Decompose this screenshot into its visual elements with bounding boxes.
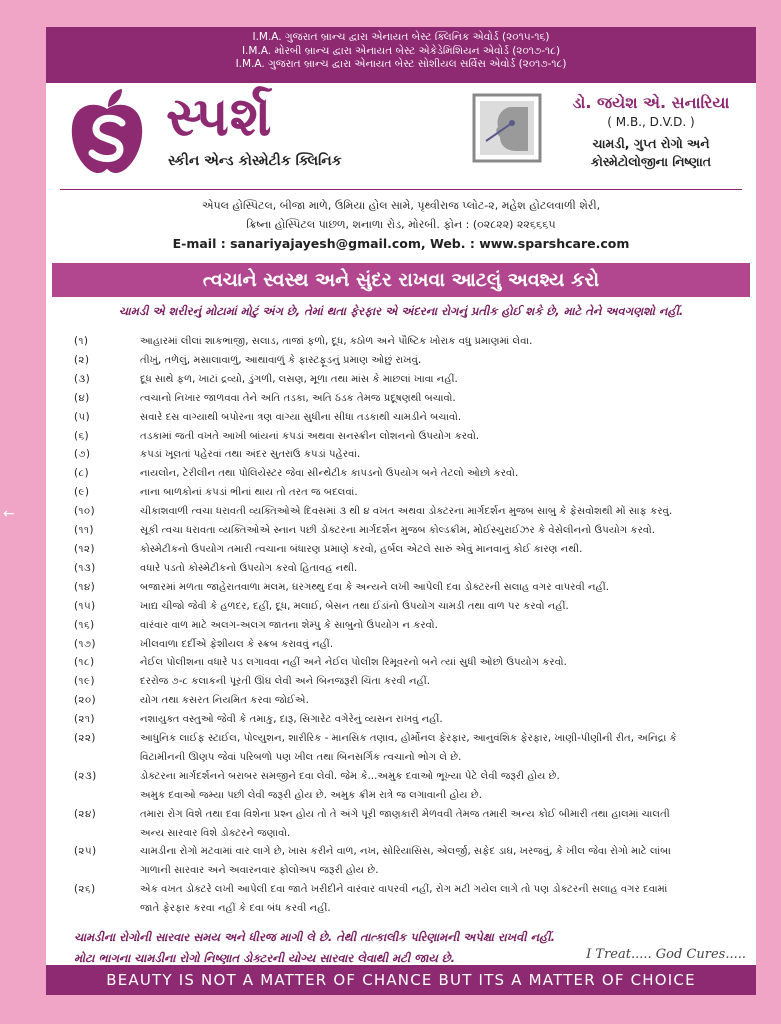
tip-item xyxy=(74,881,734,919)
tip-number: (૨૬) xyxy=(74,884,96,896)
tip-text-line: દૂધ સાથે ફળ, ખાટાં દ્રવ્યો, ડુંગળી, લસણ, મૂળા તથા માંસ કે માછલાં ખાવા નહીં. xyxy=(140,373,458,385)
brand-name: સ્પર્શ xyxy=(166,85,273,148)
specialty-line: કોસ્મેટોલોજીના નિષ્ણાત xyxy=(590,154,712,169)
tip-text-line: નશાયુક્ત વસ્તુઓ જેવી કે તમાકુ, દારૂ, સિગારેટ વગેરેનું વ્યસન રાખવું નહીં. xyxy=(140,714,443,726)
tip-item xyxy=(74,806,734,844)
closing-line: ચામડીના રોગોની સારવાર સમય અને ધીરજ માગી લે છે. તેથી તાત્કાલીક પરિણામની અપેક્ષા રાખવી નહીં. xyxy=(74,930,555,945)
tip-text xyxy=(140,636,734,655)
tip-text-line: ખીલવાળા દર્દીએ ફેશીયલ કે સ્ક્રબ કરાવવું નહીં. xyxy=(140,638,334,650)
tip-text-line: અમુક દવાઓ જમ્યા પછી લેવી જરૂરી હોય છે. અમુક ક્રીમ રાત્રે જ લગાવાની હોય છે. xyxy=(140,789,482,801)
tip-item xyxy=(74,390,734,409)
tip-item xyxy=(74,843,734,881)
tip-text-line: નેઈલ પોલીશના વધારે પડ લગાવવા નહીં અને નેઈલ પોલીશ રિમૂવરનો બને ત્યાં સુધી ઓછો ઉપયોગ કરવો. xyxy=(140,657,567,669)
tip-text-line: ગાળાની સારવાર અને અવારનવાર ફોલોઅપ જરૂરી હોય છે. xyxy=(140,865,379,877)
tip-item xyxy=(74,654,734,673)
tip-text-line: વારંવાર વાળ માટે અલગ-અલગ જાતના શેમ્પુ કે સાબુનો ઉપયોગ ન કરવો. xyxy=(140,619,438,631)
tip-item xyxy=(74,371,734,390)
tip-number: (૧૧) xyxy=(74,525,94,537)
tip-text-line: ત્વચાનો નિખાર જાળવવા તેને અતિ તડકા, અતિ ઠંડક તેમજ પ્રદૂષણથી બચાવો. xyxy=(140,392,456,404)
tip-text-line: વિટામીનની ઊણપ જેવાં પરિબળો પણ ખીલ તથા બિનસર્ગિક ત્વચાનો ભોગ લે છે. xyxy=(140,751,462,763)
tip-number: (૬) xyxy=(74,430,90,442)
tip-text-line: યોગ તથા કસરત નિયમિત કરવા જોઈએ. xyxy=(140,695,309,707)
tip-text-line: બજારમાં મળતા જાહેરાતવાળા મલમ, ઘરગથ્થુ દવા કે અન્યને લખી આપેલી દવા ડોક્ટરની સલાહ વગર વાપરવી નહીં. xyxy=(140,581,610,593)
tip-text xyxy=(140,598,734,617)
tip-text xyxy=(140,579,734,598)
tip-text xyxy=(140,560,734,579)
tip-number: (૩) xyxy=(74,373,91,385)
tip-text-line: એક વખત ડોક્ટરે લખી આપેલી દવા જાતે ખરીદીને વારંવાર વાપરવી નહીં, રોગ મટી ગયેલ લાગે તો પણ ડોક્ટરની સલાહ વગર દવામાં xyxy=(140,884,668,896)
tip-number: (૨૫) xyxy=(74,846,97,858)
tip-text-line: ચામડીના રોગો મટવામાં વાર લાગે છે, ખાસ કરીને વાળ, નખ, સોરિયાસિસ, એલર્જી, સફેદ ડાઘ, ખરજવું, કે ખીલ જેવા રોગો માટે લાંબા xyxy=(140,846,671,858)
tip-item xyxy=(74,636,734,655)
address-block xyxy=(60,189,742,255)
tip-text xyxy=(140,465,734,484)
doctor-name: ડો. જયેશ એ. સનારિયા xyxy=(572,93,730,112)
tip-number: (૧૭) xyxy=(74,638,97,650)
tip-number: (૧) xyxy=(74,336,89,347)
tip-text-line: દરરોજ ૭-૮ કલાકની પૂરતી ઊંઘ લેવી અને બિનજરૂરી ચિંતા કરવી નહીં. xyxy=(140,676,430,688)
tip-item xyxy=(74,598,734,617)
tip-number: (૧૫) xyxy=(74,600,96,612)
tip-number: (૧૨) xyxy=(74,543,95,555)
tip-number: (૫) xyxy=(74,411,91,423)
tip-item xyxy=(74,579,734,598)
specialty-line: ચામડી, ગુપ્ત રોગો અને xyxy=(592,136,710,151)
tip-item xyxy=(74,692,734,711)
tip-text-line: તીખું, તળેલું, મસાલાવાળું, આથાવાળું કે ફાસ્ટફૂડનું પ્રમાણ ઓછું રાખવું. xyxy=(140,354,422,366)
tip-number: (૨૨) xyxy=(74,733,96,745)
tip-number: (૪) xyxy=(74,392,90,404)
tip-text xyxy=(140,673,734,692)
tip-item xyxy=(74,428,734,447)
tip-number: (૨૪) xyxy=(74,808,97,820)
tip-number: (૮) xyxy=(74,468,90,480)
tip-item xyxy=(74,768,734,806)
tip-text-line: અન્ય સારવાર વિશે ડોક્ટરને જણાવો. xyxy=(140,827,291,839)
brand-subtitle: સ્કીન એન્ડ કોસ્મેટીક ક્લિનિક xyxy=(168,153,342,169)
tip-item xyxy=(74,560,734,579)
tip-item xyxy=(74,352,734,371)
tip-text xyxy=(140,333,734,352)
award-line: I.M.A. ગુજરાત બ્રાન્ચ દ્વારા એનાયત બેસ્ટ ક્લિનિક એવોર્ડ (૨૦૧૫-૧૬) xyxy=(252,31,550,43)
tip-text xyxy=(140,711,734,730)
awards-banner xyxy=(46,27,756,83)
clinic-poster xyxy=(46,27,756,995)
tip-item xyxy=(74,730,734,768)
contact-line: E-mail : sanariyajayesh@gmail.com, Web. : www.sparshcare.com xyxy=(172,236,630,251)
tip-item xyxy=(74,484,734,503)
tip-text xyxy=(140,352,734,371)
tip-text xyxy=(140,446,734,465)
award-line: I.M.A. મોરબી બ્રાન્ચ દ્વારા એનાયત બેસ્ટ એકેડેમિશિયન એવોર્ડ (૨૦૧૭-૧૮) xyxy=(241,44,561,57)
tip-text-line: નાના બાળકોનાં કપડાં ભીનાં થાય તો તરત જ બદલવાં. xyxy=(140,487,358,499)
doctor-specialty xyxy=(546,135,756,171)
tip-text xyxy=(140,503,734,522)
tip-text-line: આધુનિક લાઈફ સ્ટાઈલ, પોલ્યુશન, શારીરિક - માનસિક તણાવ, હોર્મોનલ ફેરફાર, આનુવંશિક ફેરફાર, ખાણી-પીણીની રીત, અનિદ્રા કે xyxy=(140,733,677,745)
address-line: એપલ હોસ્પિટલ, બીજા માળે, ઉમિયા હોલ સામે, પૃથ્વીરાજ પ્લોટ-૨, મહેશ હોટલવાળી શેરી, xyxy=(201,199,601,212)
intro-text: ચામડી એ શરીરનું મોટામાં મોટું અંગ છે, તેમાં થતા ફેરફાર એ અંદરના રોગનું પ્રતીક હોઈ શકે છે, માટે તેને અવગણશો નહીં. xyxy=(118,304,684,318)
tip-number: (૯) xyxy=(74,487,90,499)
header xyxy=(46,83,756,189)
tip-text-line: આહારમાં લીલાં શાકભાજી, સલાડ, તાજાં ફળો, દૂધ, કઠોળ અને પૌષ્ટિક ખોરાક વધુ પ્રમાણમાં લેવા. xyxy=(140,336,533,347)
tip-item xyxy=(74,465,734,484)
tip-text xyxy=(140,806,734,844)
tip-text-line: જાતે ફેરફાર કરવા નહીં કે દવા બંધ કરવી નહીં. xyxy=(140,903,331,915)
tip-number: (૨૩) xyxy=(74,770,97,782)
tip-item xyxy=(74,617,734,636)
tip-number: (૧૯) xyxy=(74,676,95,688)
tip-text xyxy=(140,428,734,447)
tip-text-line: વધારે પડતો કોસ્મેટીકનો ઉપયોગ કરવો હિતાવહ નથી. xyxy=(140,562,358,574)
tip-number: (૧૪) xyxy=(74,581,96,593)
tip-text-line: તડકામાં જતી વખતે આખી બાંયનાં કપડાં અથવા સનસ્ક્રીન લોશનનો ઉપયોગ કરવો. xyxy=(140,430,480,442)
tip-text-line: સૂકી ત્વચા ધરાવતા વ્યક્તિઓએ સ્નાન પછી ડોક્ટરના માર્ગદર્શન મુજબ કોલ્ડક્રીમ, મોઈસ્ચુરાઈઝર કે વેસેલીનનો ઉપયોગ કરવો. xyxy=(140,525,656,537)
tagline: I Treat..... God Cures..... xyxy=(586,947,746,962)
tip-text xyxy=(140,371,734,390)
tip-text xyxy=(140,843,734,881)
tip-number: (૨) xyxy=(74,354,90,366)
tip-text-line: નાયલોન, ટેરીલીન તથા પોલિયેસ્ટર જેવા સીન્થેટીક કાપડનો ઉપયોગ બને તેટલો ઓછો કરવો. xyxy=(140,468,519,480)
tip-item xyxy=(74,409,734,428)
tip-text xyxy=(140,617,734,636)
closing-line: મોટા ભાગના ચામડીના રોગો નિષ્ણાત ડોક્ટરની યોગ્ય સારવાર લેવાથી મટી જાય છે. xyxy=(74,951,456,966)
tip-text xyxy=(140,409,734,428)
tip-text xyxy=(140,522,734,541)
tip-text xyxy=(140,390,734,409)
tip-text-line: ચીકાશવાળી ત્વચા ધરાવતી વ્યક્તિઓએ દિવસમાં ૩ થી ૪ વખત અથવા ડોક્ટરના માર્ગદર્શન મુજબ સાબુ કે ફેસવોશથી મોં સાફ કરવું. xyxy=(140,506,673,518)
tip-text xyxy=(140,692,734,711)
tip-item xyxy=(74,673,734,692)
tip-item xyxy=(74,333,734,352)
headline-banner: ત્વચાને સ્વસ્થ અને સુંદર રાખવા આટલું અવશ્ય કરો xyxy=(52,263,750,297)
tip-text-line: ડોક્ટરના માર્ગદર્શનને બરાબર સમજીને દવા લેવી. જેમ કે...અમુક દવાઓ ભૂખ્યા પેટે લેવી જરૂરી હોય છે. xyxy=(140,770,560,782)
doctor-degree: ( M.B., D.V.D. ) xyxy=(607,115,695,129)
tip-text xyxy=(140,881,734,919)
tip-text-line: ખાદ્ય ચીજો જેવી કે હળદર, દહીં, દૂધ, મલાઈ, બેસન તથા ઈંડાંનો ઉપયોગ ચામડી તથા વાળ પર કરવો નહીં. xyxy=(140,600,569,612)
tips-list xyxy=(74,333,734,919)
tip-number: (૧૦) xyxy=(74,506,96,518)
tip-number: (૨૦) xyxy=(74,695,97,707)
tip-item xyxy=(74,503,734,522)
tip-number: (૨૧) xyxy=(74,714,95,726)
tip-text xyxy=(140,730,734,768)
tip-item xyxy=(74,541,734,560)
tip-text xyxy=(140,654,734,673)
tip-text xyxy=(140,768,734,806)
tip-item xyxy=(74,446,734,465)
apple-s-logo-icon xyxy=(66,87,148,177)
tip-text-line: કપડાં ખૂલતાં પહેરવાં તથા અંદર સુતરાઉ કપડાં પહેરવાં. xyxy=(140,449,361,461)
face-silhouette-icon xyxy=(472,93,542,163)
tip-text xyxy=(140,484,734,503)
tip-number: (૧૬) xyxy=(74,619,95,631)
left-arrow-icon: ← xyxy=(3,506,15,522)
tip-text-line: તમારા રોગ વિશે તથા દવા વિશેના પ્રશ્ન હોય તો તે અંગે પૂરી જાણકારી મેળવવી તેમજ તમારી અન્ય કોઈ બીમારી તથા હાલમાં ચાલતી xyxy=(140,808,670,820)
tip-item xyxy=(74,711,734,730)
tip-number: (૭) xyxy=(74,449,91,461)
tip-text-line: કોસ્મેટીકનો ઉપયોગ તમારી ત્વચાના બંધારણ પ્રમાણે કરવો, હર્બલ એટલે સારું એવું માનવાનું કોઈ કારણ નથી. xyxy=(140,543,583,555)
tip-text xyxy=(140,541,734,560)
tip-text-line: સવારે દસ વાગ્યાથી બપોરના ત્રણ વાગ્યા સુધીના સીધા તડકાથી ચામડીને બચાવો. xyxy=(140,411,462,423)
footer-banner: BEAUTY IS NOT A MATTER OF CHANCE BUT ITS A MATTER OF CHOICE xyxy=(46,965,756,995)
award-line: I.M.A. ગુજરાત બ્રાન્ચ દ્વારા એનાયત બેસ્ટ સોશીયલ સર્વિસ એવોર્ડ (૨૦૧૭-૧૮) xyxy=(235,58,567,70)
tip-item xyxy=(74,522,734,541)
address-line: ક્રિષ્ના હોસ્પિટલ પાછળ, શનાળા રોડ, મોરબી. ફોન : (૦૨૮૨૨) ૨૨૬૬૬૫ xyxy=(246,218,556,231)
tip-number: (૧૩) xyxy=(74,562,96,574)
tip-number: (૧૮) xyxy=(74,657,95,669)
